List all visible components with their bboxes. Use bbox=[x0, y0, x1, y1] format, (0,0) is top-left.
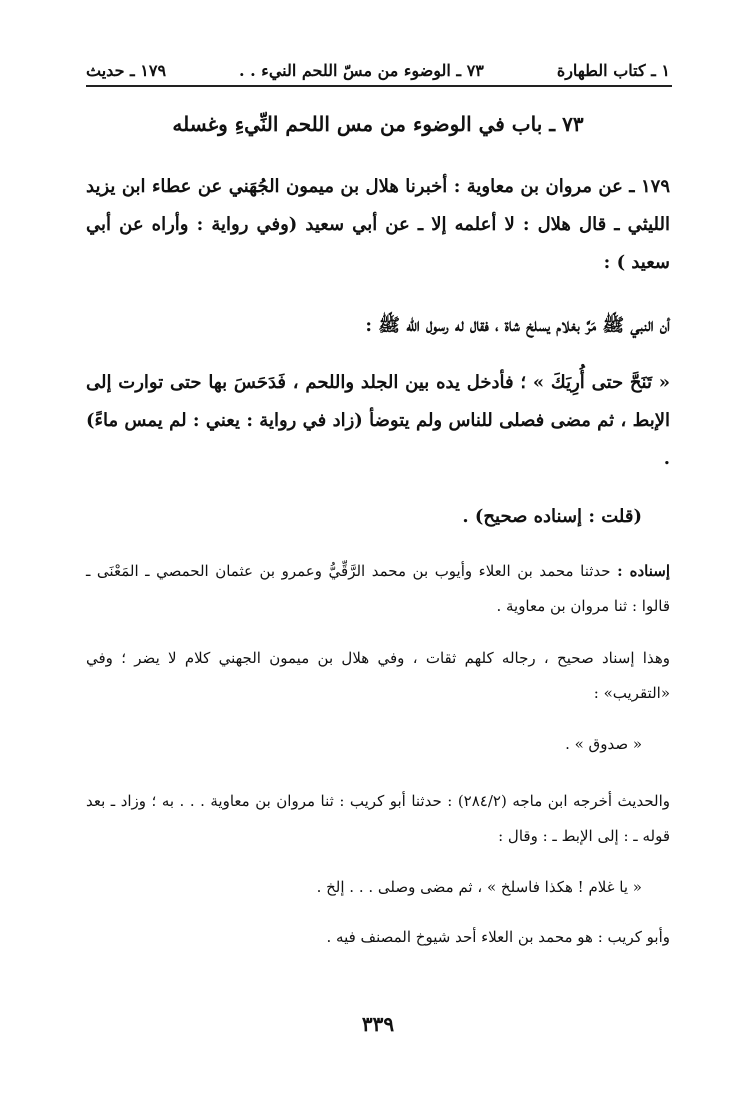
commentary-takhrij: والحديث أخرجه ابن ماجه (٢٨٤/٢) : حدثنا أبو كريب : ثنا مروان بن معاوية . . . به ؛ وزاد ـ بعد قوله ـ : إلى الإبط ـ : وقال : bbox=[86, 792, 670, 845]
commentary-isnad bbox=[86, 554, 670, 624]
hadith-verdict: (قلت : إسناده صحيح) . bbox=[462, 506, 642, 527]
commentary-quote: « صدوق » . bbox=[565, 735, 642, 753]
commentary-takhrij-quote: « يا غلام ! هكذا فاسلخ » ، ثم مضى وصلى . . . إلخ . bbox=[316, 878, 642, 896]
isnad-lead: إسناده : bbox=[617, 562, 670, 580]
header-chapter-title: ٧٣ ـ الوضوء من مسّ اللحم النيء . . bbox=[239, 60, 484, 80]
isnad-text: حدثنا محمد بن العلاء وأيوب بن محمد الرَّقِّيُّ وعمرو بن عثمان الحمصي ـ المَعْنَى ـ قالوا : ثنا مروان بن معاوية . bbox=[86, 562, 670, 615]
header-hadith-number: ١٧٩ ـ حديث bbox=[86, 60, 167, 80]
header-book-title: ١ ـ كتاب الطهارة bbox=[556, 60, 670, 80]
commentary-assessment: وهذا إسناد صحيح ، رجاله كلهم ثقات ، وفي هلال بن ميمون الجهني كلام لا يضر ؛ وفي «التقريب» : bbox=[86, 649, 670, 702]
header-rule bbox=[86, 85, 672, 87]
page-number: ٣٣٩ bbox=[361, 1012, 395, 1036]
hadith-matn-intro: أن النبي ﷺ مَرَّ بغلام يسلخ شاة ، فقال له رسول الله ﷺ : bbox=[365, 315, 670, 336]
chapter-title: ٧٣ ـ باب في الوضوء من مس اللحم النِّيءِ وغسله bbox=[172, 112, 584, 136]
commentary-closing: وأبو كريب : هو محمد بن العلاء أحد شيوخ المصنف فيه . bbox=[326, 928, 670, 946]
hadith-matn-body: « تَنَحَّ حتى أُرِيَكَ » ؛ فأدخل يده بين الجلد واللحم ، فَدَحَسَ بها حتى توارت إلى الإبط ، ثم مضى فصلى للناس ولم يتوضأ (زاد في رواية : يعني : لم يمس ماءً) . bbox=[86, 372, 670, 469]
running-header bbox=[86, 55, 670, 85]
hadith-isnad: ١٧٩ ـ عن مروان بن معاوية : أخبرنا هلال بن ميمون الجُهَني عن عطاء ابن يزيد الليثي ـ قال هلال : لا أعلمه إلا ـ عن أبي سعيد (وفي رواية : وأراه عن أبي سعيد ) : bbox=[86, 176, 670, 273]
